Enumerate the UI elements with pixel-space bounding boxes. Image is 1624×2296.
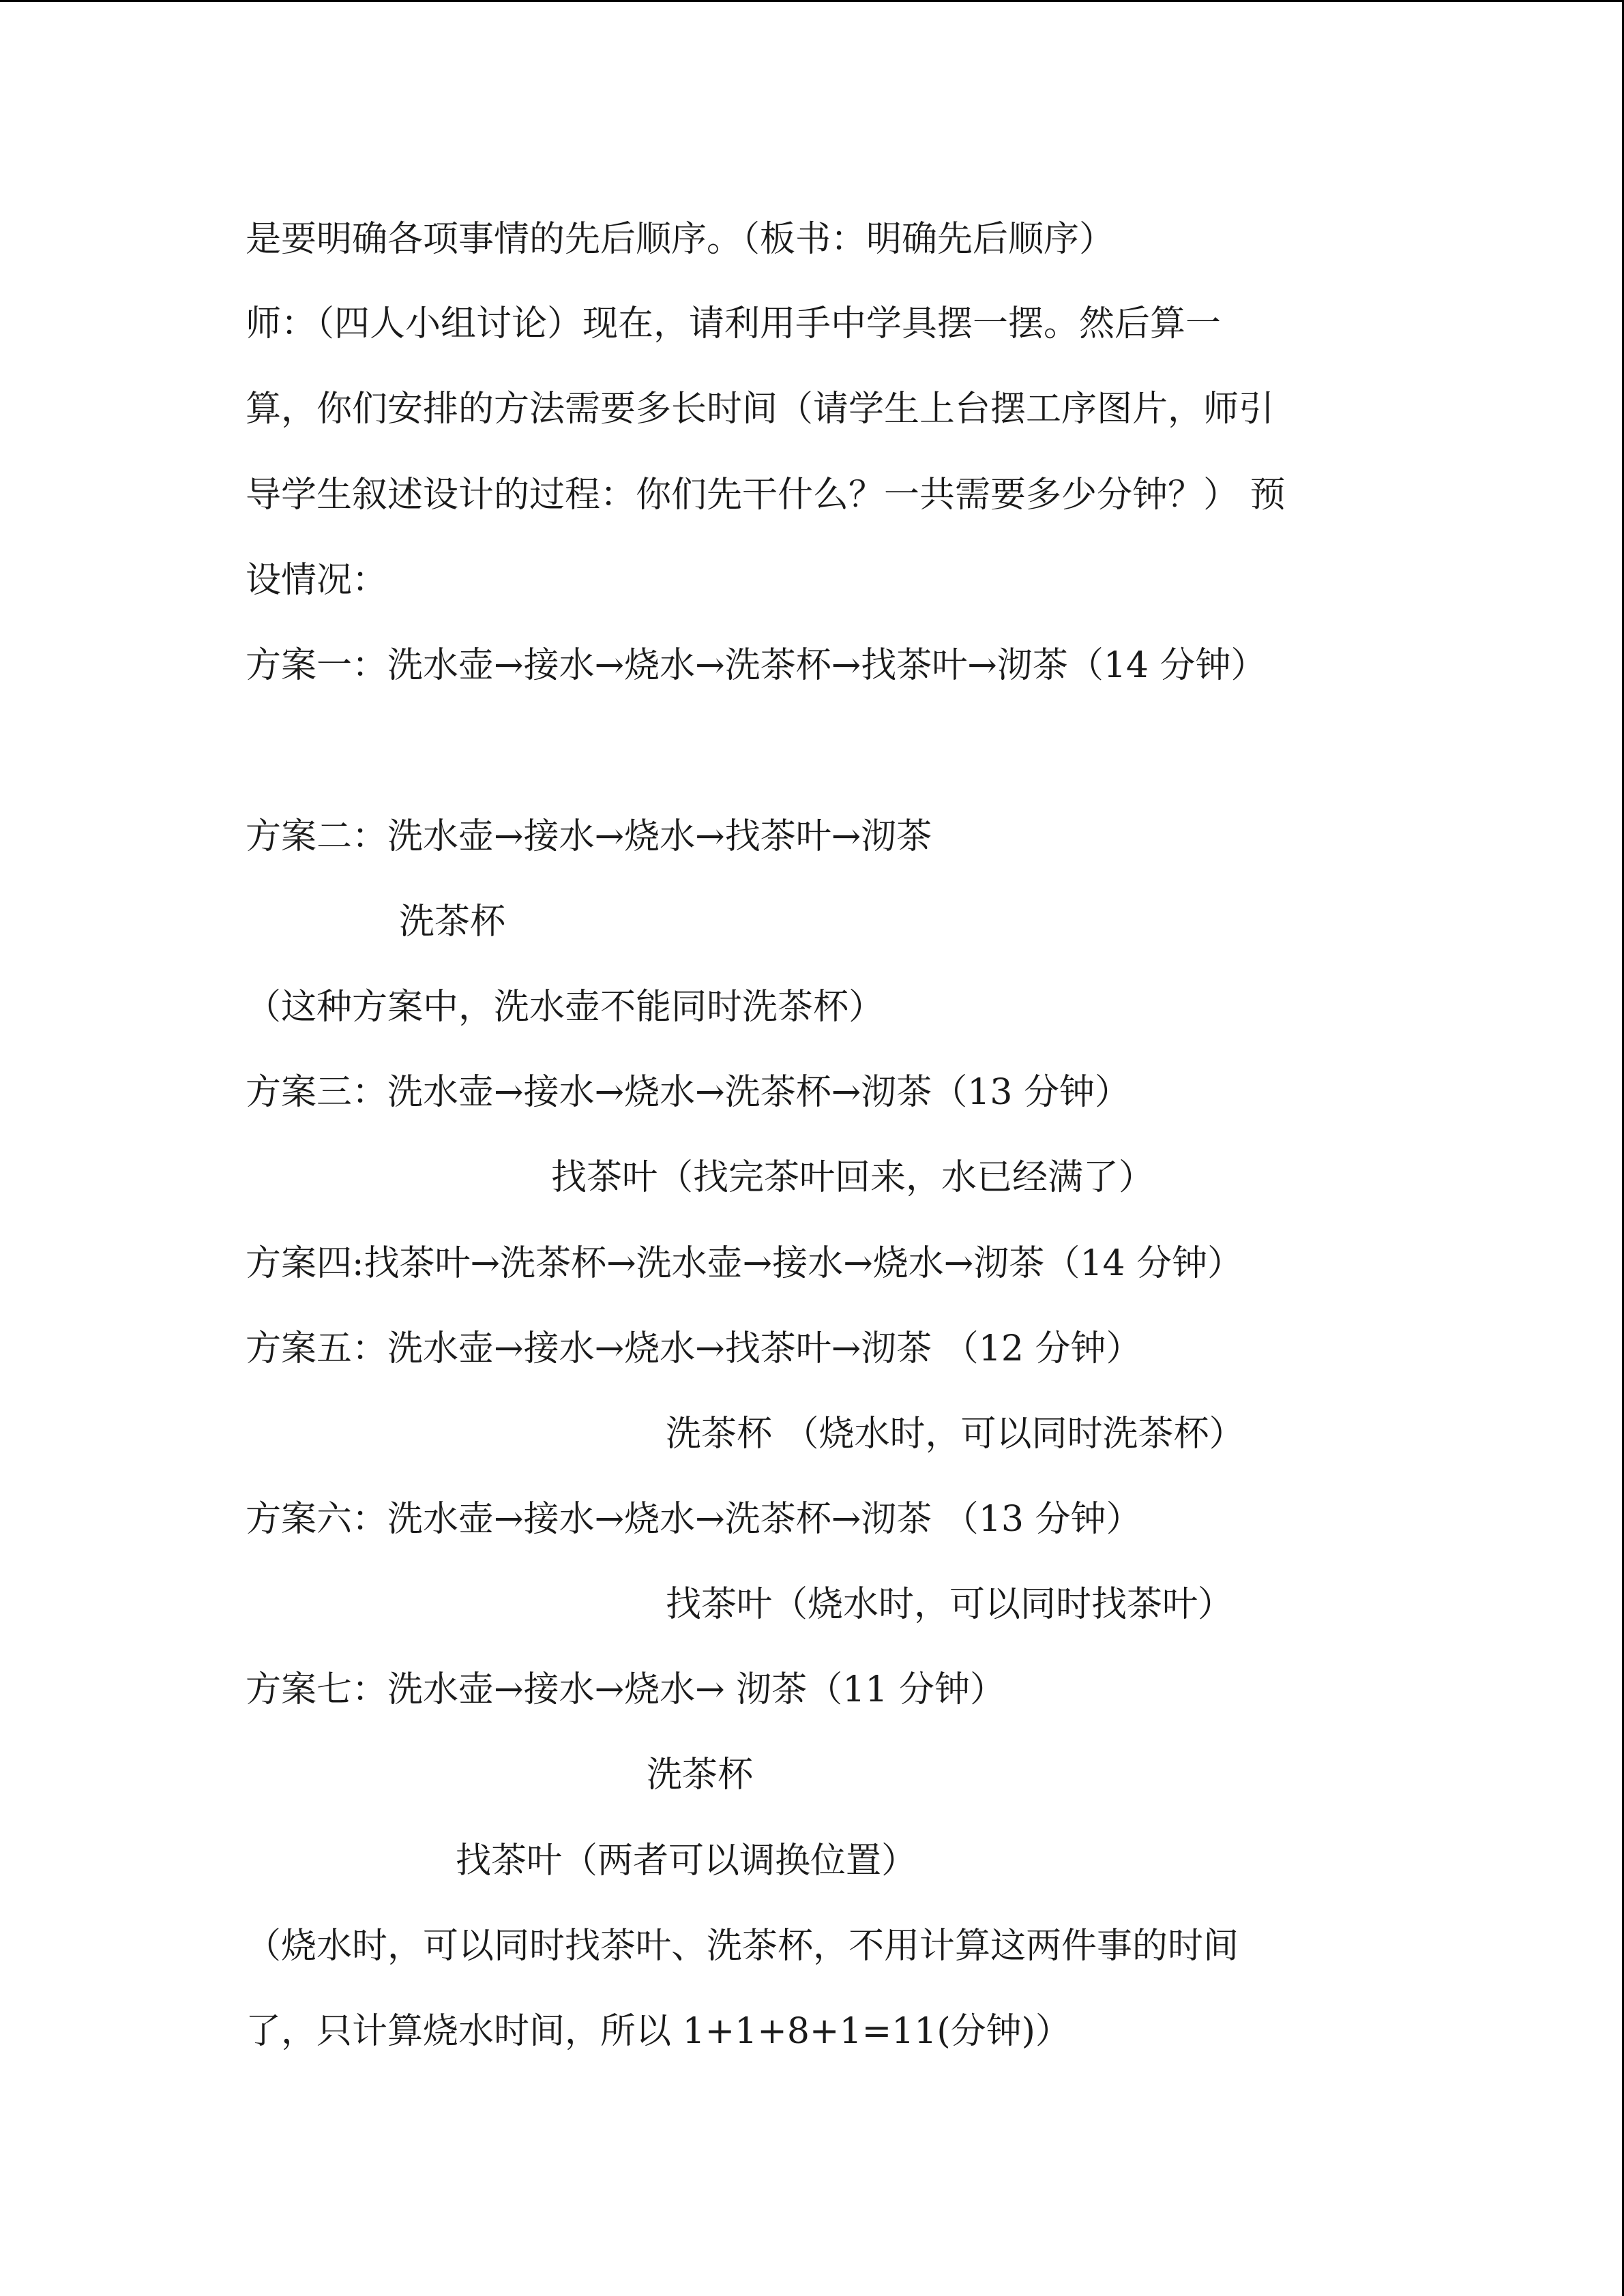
plan-2-line: 方案二：洗水壶→接水→烧水→找茶叶→沏茶 [246, 816, 932, 857]
plan-7-line: 方案七：洗水壶→接水→烧水→ 沏茶（11 分钟） [246, 1669, 1005, 1710]
plan-3-branch: 找茶叶（找完茶叶回来，水已经满了） [551, 1157, 1155, 1198]
plan-5-line: 方案五：洗水壶→接水→烧水→找茶叶→沏茶 （12 分钟） [246, 1328, 1142, 1369]
plan-7-explanation-1: （烧水时，可以同时找茶叶、洗茶杯，不用计算这两件事的时间 [246, 1926, 1239, 1967]
plan-2-branch: 洗茶杯 [399, 901, 506, 942]
text-line-preset-heading: 设情况： [246, 560, 388, 601]
plan-7-branch-tea: 找茶叶（两者可以调换位置） [456, 1840, 917, 1881]
plan-7-branch-cups: 洗茶杯 [647, 1755, 754, 1795]
plan-1-line: 方案一：洗水壶→接水→烧水→洗茶杯→找茶叶→沏茶（14 分钟） [246, 645, 1267, 686]
text-line-teacher-prompt-3: 导学生叙述设计的过程：你们先干什么？一共需要多少分钟？） 预 [246, 475, 1286, 516]
plan-6-branch: 找茶叶（烧水时，可以同时找茶叶） [666, 1584, 1234, 1625]
plan-5-branch: 洗茶杯 （烧水时，可以同时洗茶杯） [666, 1414, 1245, 1455]
plan-2-note: （这种方案中，洗水壶不能同时洗茶杯） [246, 987, 885, 1028]
text-line-sequence-conclusion: 是要明确各项事情的先后顺序。（板书：明确先后顺序） [246, 219, 1115, 260]
text-line-teacher-prompt-2: 算，你们安排的方法需要多长时间（请学生上台摆工序图片，师引 [246, 389, 1275, 430]
text-line-teacher-prompt-1: 师：（四人小组讨论）现在，请利用手中学具摆一摆。然后算一 [246, 303, 1222, 344]
plan-7-explanation-2: 了，只计算烧水时间，所以 1+1+8+1=11(分钟)） [246, 2011, 1071, 2052]
plan-3-line: 方案三：洗水壶→接水→烧水→洗茶杯→沏茶（13 分钟） [246, 1072, 1130, 1113]
plan-6-line: 方案六：洗水壶→接水→烧水→洗茶杯→沏茶 （13 分钟） [246, 1499, 1142, 1540]
plan-4-line: 方案四:找茶叶→洗茶杯→洗水壶→接水→烧水→沏茶（14 分钟） [246, 1243, 1243, 1284]
